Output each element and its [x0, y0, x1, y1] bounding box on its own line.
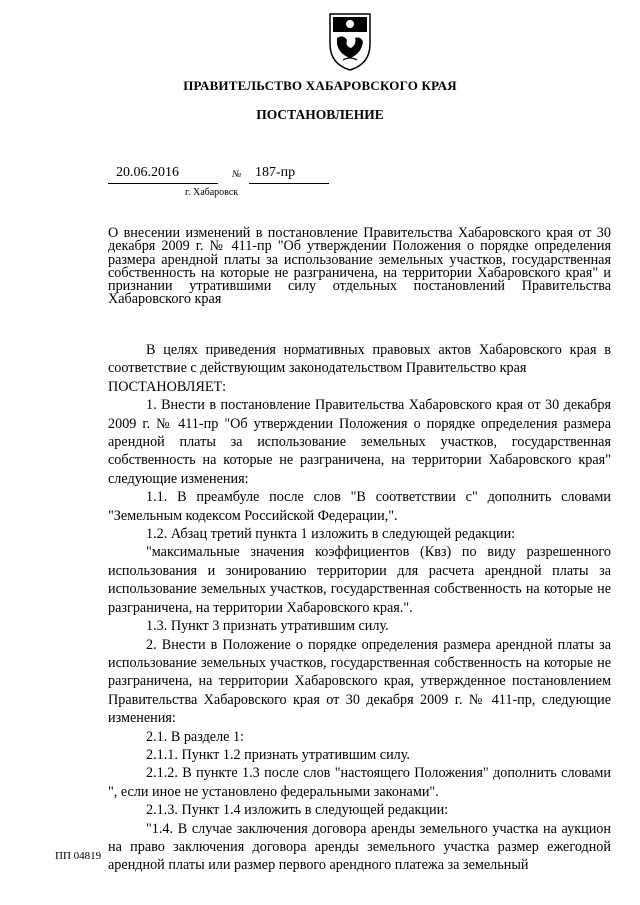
coat-of-arms-emblem	[325, 10, 375, 72]
body-paragraph: 1.1. В преамбуле после слов "В соответствии с" дополнить словами "Земельным кодексом Российской Федерации,".	[108, 489, 611, 524]
preamble-paragraph: В целях приведения нормативных правовых актов Хабаровского края в соответствие с действующим законодательством Правительство края	[108, 342, 611, 377]
body-paragraph: "1.4. В случае заключения договора аренды земельного участка на аукцион на право заключения договора аренды земельного участка размер ежегодной арендной платы или размер первого арендного платежа за земельный	[108, 820, 611, 874]
body-paragraph: "максимальные значения коэффициентов (Квз) по виду разрешенного использования и зонированию территории для расчета арендной платы за использование земельных участков, государственная собственность на которые не разграничена, на территории Хабаровского края.".	[108, 544, 611, 616]
body-paragraph: 2.1.1. Пункт 1.2 признать утратившим силу.	[146, 746, 410, 763]
body-paragraph: 2.1. В разделе 1:	[146, 728, 245, 745]
document-type-title: ПОСТАНОВЛЕНИЕ	[256, 107, 384, 122]
body-paragraph: 1.3. Пункт 3 признать утратившим силу.	[146, 618, 389, 635]
body-paragraph: 1.2. Абзац третий пункта 1 изложить в следующей редакции:	[146, 526, 516, 543]
body-paragraph: 2.1.3. Пункт 1.4 изложить в следующей редакции:	[146, 802, 449, 819]
date-underline	[108, 183, 218, 184]
document-subject: О внесении изменений в постановление Правительства Хабаровского края от 30 декабря 2009 г. № 411-пр "Об утверждении Положения о порядке определения размера арендной платы за использование земельных участков, государственная собственность на которые не разграничена, на территории Хабаровского края" и признании утратившими силу отдельных постановлений Правительства Хабаровского края	[108, 225, 611, 308]
body-paragraph: 2. Внести в Положение о порядке определения размера арендной платы за использование земельных участков, государственная собственность на которые не разграничена, на территории Хабаровского края, утвержденное постановлением Правительства Хабаровского края от 30 декабря 2009 г. № 411-пр, следующие изменения:	[108, 636, 611, 727]
document-number: 187-пр	[255, 165, 296, 180]
number-underline	[249, 183, 329, 184]
body-paragraph: 1. Внести в постановление Правительства Хабаровского края от 30 декабря 2009 г. № 411-пр "Об утверждении Положения о порядке определения размера арендной платы за использование земельных участков, государственная собственность на которые не разграничена, на территории Хабаровского края" следующие изменения:	[108, 397, 611, 487]
resolves-heading: ПОСТАНОВЛЯЕТ:	[108, 378, 227, 395]
body-paragraph: 2.1.2. В пункте 1.3 после слов "настоящего Положения" дополнить словами ", если иное не установлено федеральными законами".	[108, 765, 611, 800]
footer-code: ПП 04819	[55, 850, 102, 862]
document-date: 20.06.2016	[116, 165, 179, 180]
government-title: ПРАВИТЕЛЬСТВО ХАБАРОВСКОГО КРАЯ	[183, 78, 457, 93]
number-sign: №	[232, 169, 242, 180]
document-body	[108, 341, 611, 875]
document-place: г. Хабаровск	[185, 187, 239, 198]
